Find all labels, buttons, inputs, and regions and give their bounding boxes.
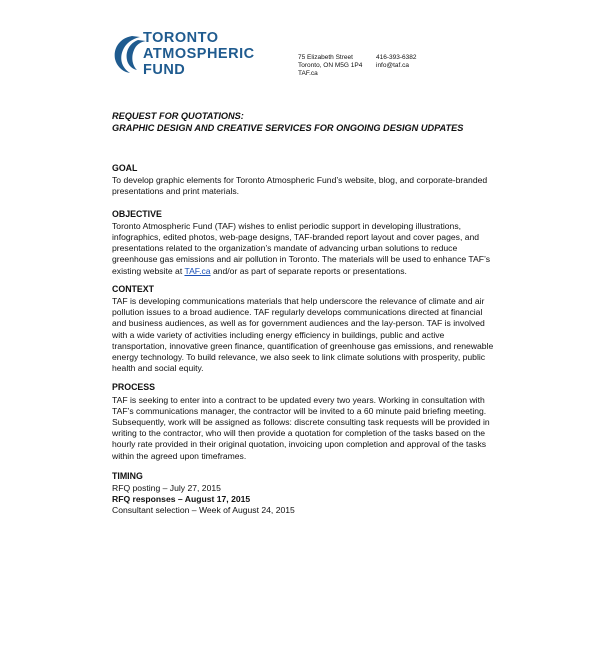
timing-title: TIMING (112, 470, 143, 481)
contact-email: info@taf.ca (376, 62, 409, 69)
process-title: PROCESS (112, 382, 156, 393)
logo-line-1: TORONTO (143, 30, 219, 46)
logo-line-3: FUND (143, 62, 186, 78)
process-section (112, 382, 494, 461)
document-body (112, 110, 494, 517)
goal-text: To develop graphic elements for Toronto Atmospheric Fund’s website, blog, and corporate-branded presentations and print materials. (112, 175, 488, 197)
rfq-heading-line-2: GRAPHIC DESIGN AND CREATIVE SERVICES FOR ONGOING DESIGN UDPATES (112, 123, 464, 133)
address-city: Toronto, ON M5G 1P4 (298, 62, 363, 69)
timing-consultant-selection: Consultant selection – Week of August 24, 2015 (112, 505, 295, 516)
letterhead-address (298, 54, 362, 78)
context-section (112, 284, 494, 375)
objective-text-end: and/or as part of separate reports or presentations. (210, 265, 407, 276)
contact-phone: 416-393-6382 (376, 54, 417, 61)
letterhead-contact (376, 54, 416, 70)
goal-title: GOAL (112, 163, 138, 173)
rfq-heading-line-1: REQUEST FOR QUOTATIONS: (112, 111, 244, 121)
goal-section (112, 163, 494, 198)
context-title: CONTEXT (112, 283, 155, 294)
timing-rfq-responses: RFQ responses – August 17, 2015 (112, 494, 251, 505)
address-street: 75 Elizabeth Street (298, 54, 353, 61)
taf-website-link[interactable]: TAF.ca (184, 265, 211, 276)
objective-title: OBJECTIVE (112, 208, 162, 219)
objective-section (112, 209, 494, 277)
logo-wordmark (143, 30, 255, 78)
logo-line-2: ATMOSPHERIC (143, 46, 255, 62)
objective-text-start: Toronto Atmospheric Fund (TAF) wishes to enlist periodic support in developing illustrations, infographics, edited photos, web-page designs, TAF-branded report layout and cover pages, and presentations related to the organization’s mandate of advancing urban solutions to reduce greenhouse gas emissions and air pollution in Toronto. The materials will be used to enhance TAF’s existing website at (112, 220, 491, 276)
objective-text (112, 221, 494, 277)
process-text: TAF is seeking to enter into a contract to be updated every two years. Working in consultation with TAF’s communications manager, the contractor will be invited to a 60 minute paid briefing meeting. Subsequently, work will be assigned as follows: discrete consulting task requests will be provided in writing to the contractor, who will then provide a quotation for completion of the tasks based on the hourly rate provided in their original quotation, invoicing upon completion and approval of the tasks within the agreed upon timeframes. (112, 394, 490, 461)
timing-rfq-posting: RFQ posting – July 27, 2015 (112, 483, 221, 494)
address-website: TAF.ca (298, 70, 318, 77)
context-text: TAF is developing communications materials that help underscore the relevance of climate and air pollution issues to a broad audience. TAF regularly develops communications directed at financial and business audiences, as well as for government audiences and the lay-person. TAF is involved with a wide variety of activities including energy efficiency in buildings, public and active transportation, innovative green finance, quantification of greenhouse gas emissions, and renewable energy technology. To build relevance, we also seek to link climate solutions with prosperity, public health and social equity. (112, 296, 494, 374)
timing-section (112, 471, 494, 517)
